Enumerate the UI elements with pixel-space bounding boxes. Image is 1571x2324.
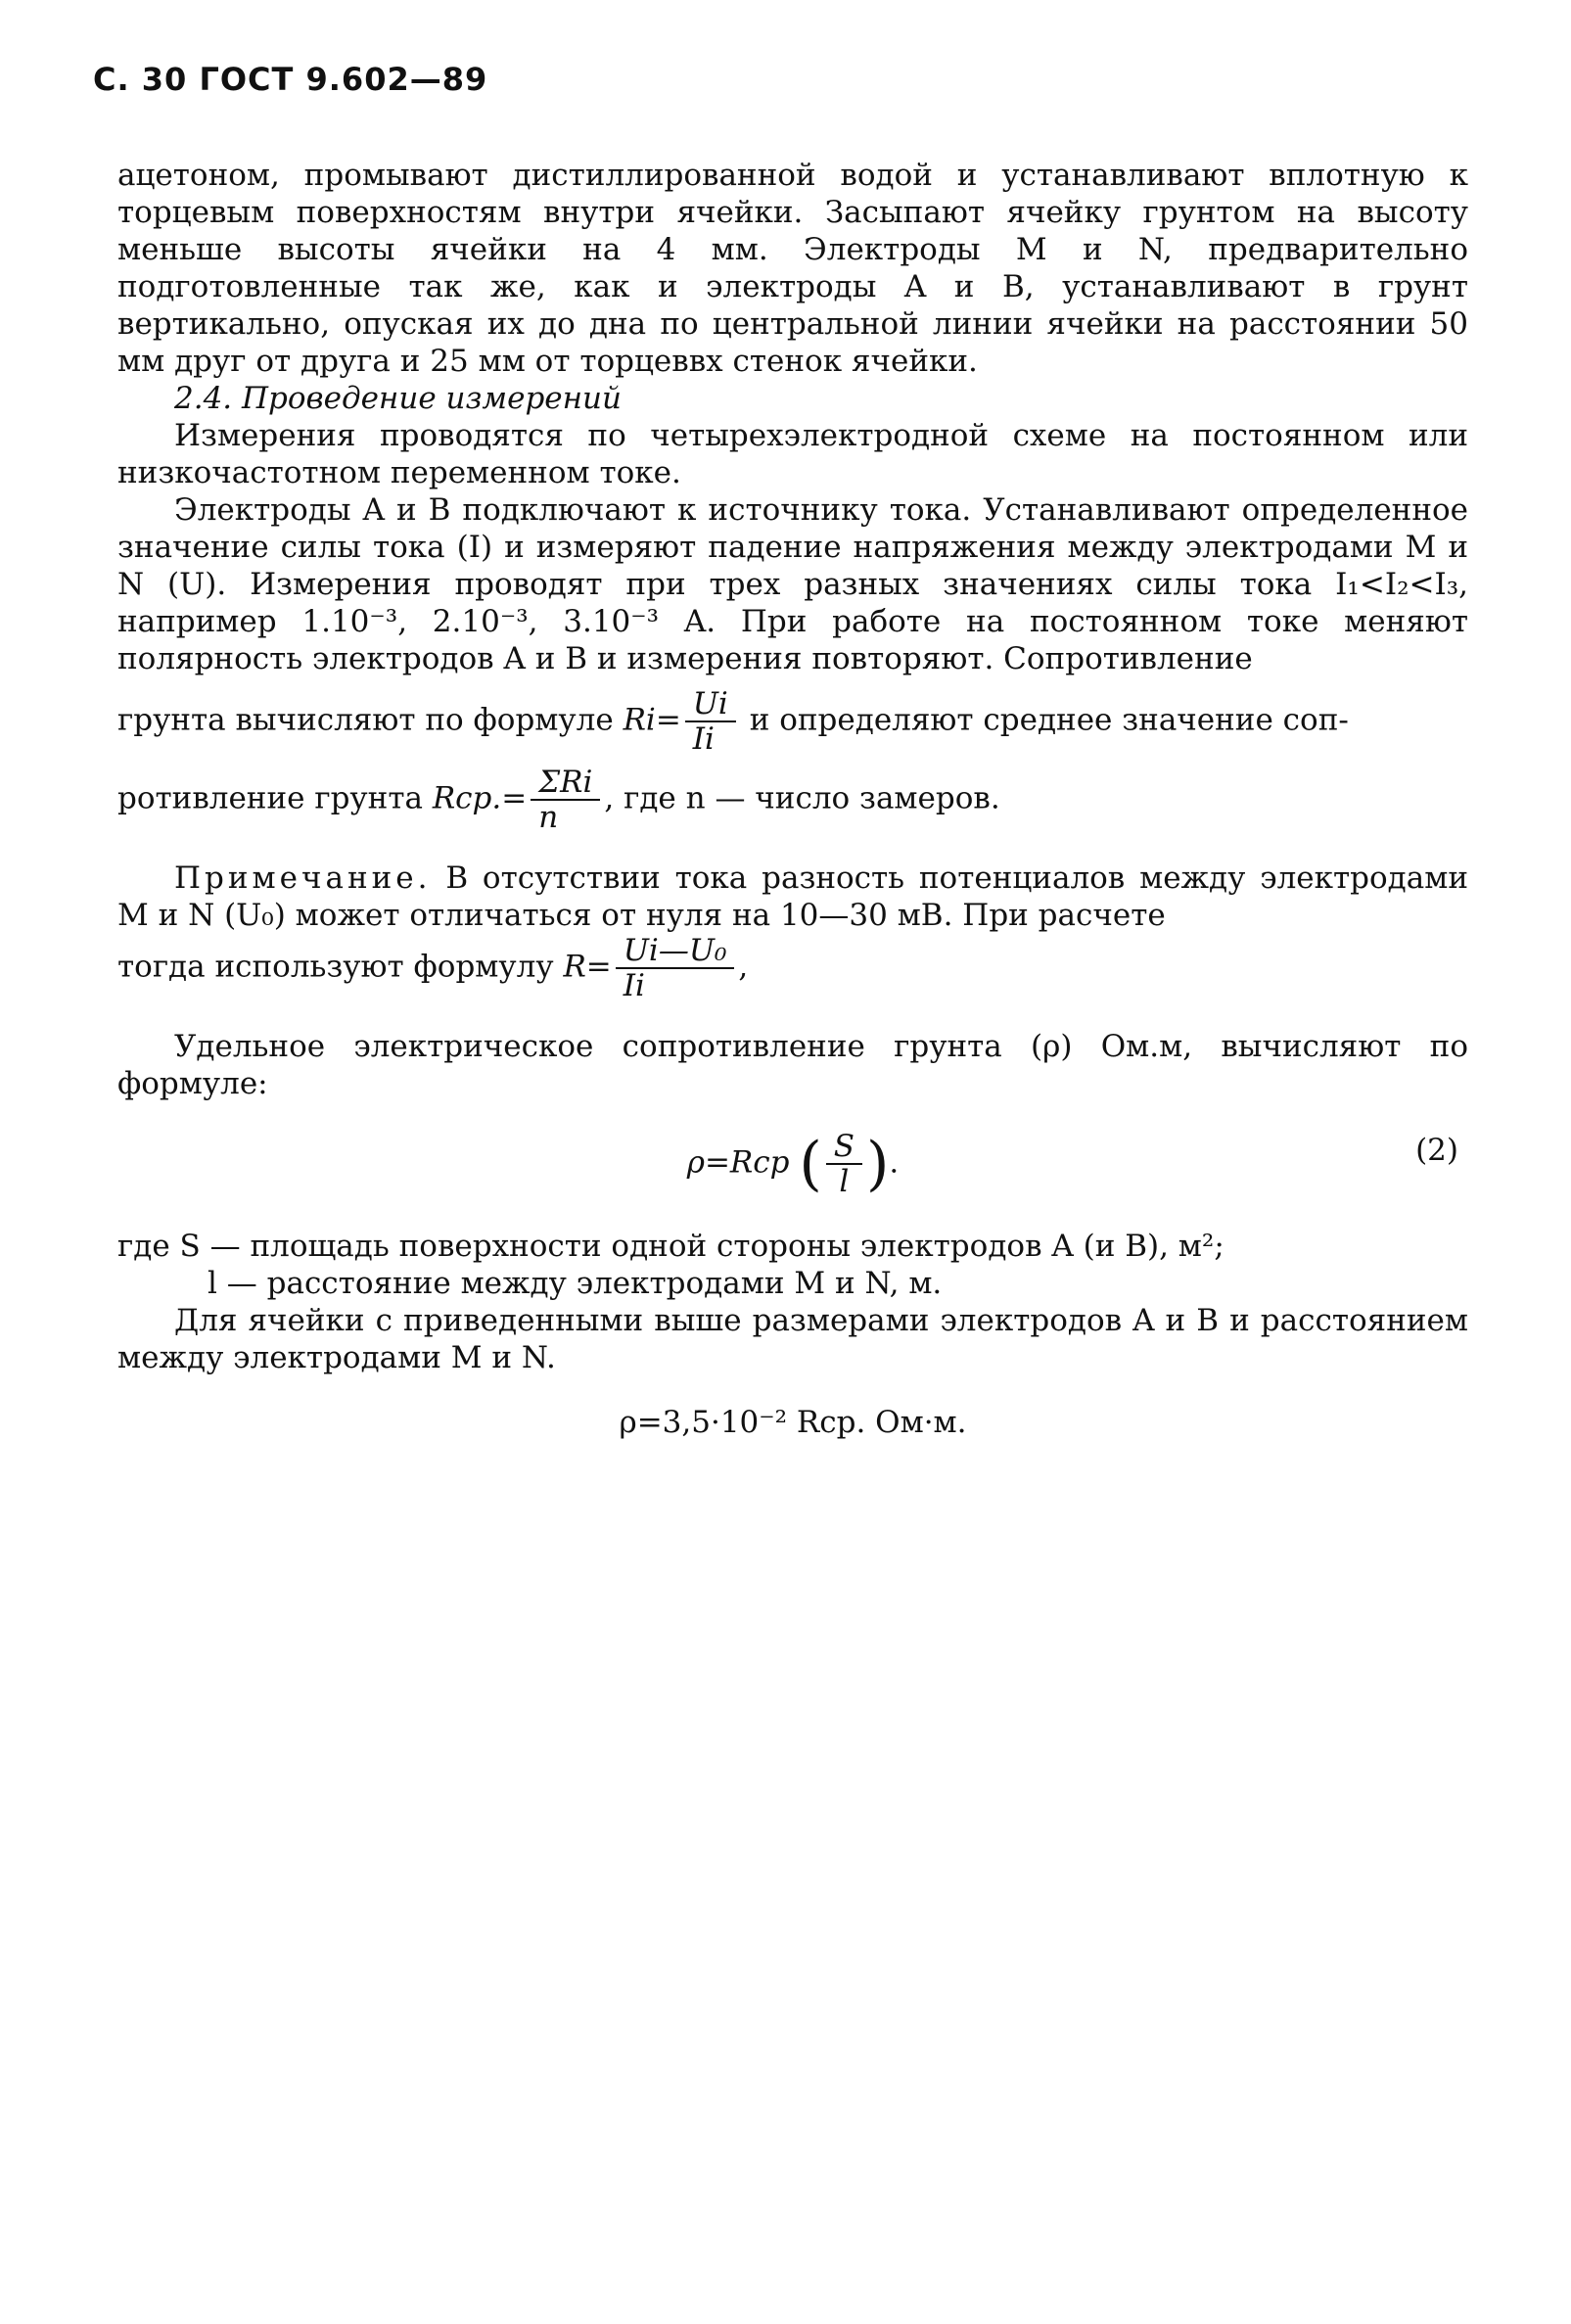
section-title: 2.4. Проведение измерений	[174, 381, 622, 416]
formula-rcp-lhs: Rср.=	[432, 780, 528, 816]
paragraph-4-text-a: грунта вычисляют по формуле	[117, 702, 614, 738]
formula-rho-denominator: l	[839, 1164, 850, 1199]
paragraph-3: Электроды A и B подключают к источнику тока. Устанавливают определенное значение силы тока (I) и измеряют падение напряжения между электродами M и N (U). Измерения проводят при трех разных значениях силы тока I₁<I₂<I₃, например 1.10⁻³, 2.10⁻³, 3.10⁻³ A. При работе на постоянном токе меняют полярность электродов A и B и измерения повторяют. Сопротивление	[117, 492, 1468, 676]
where-line-1: где S — площадь поверхности одной стороны электродов A (и B), м²;	[117, 1229, 1224, 1264]
document-body	[117, 157, 1468, 1470]
formula-ri-numerator: Ui	[685, 687, 736, 722]
formula-final-block	[117, 1404, 1468, 1441]
paragraph-2: Измерения проводятся по четырехэлектродной схеме на постоянном или низкочастотном переменном токе.	[117, 418, 1468, 490]
paragraph-4-text-b: и определяют среднее значение соп-	[749, 702, 1349, 738]
formula-r-numerator: Ui—U₀	[616, 934, 735, 969]
formula-rho-right-paren: )	[866, 1130, 890, 1198]
note-formula-line	[117, 934, 1468, 1002]
formula-rcp-denominator: n	[538, 800, 559, 835]
paragraph-6: Удельное электрическое сопротивление грунта (ρ) Ом.м, вычисляют по формуле:	[117, 1029, 1468, 1101]
paragraph-5-text-a: ротивление грунта	[117, 780, 423, 816]
formula-rcp-fraction	[531, 766, 600, 834]
formula-rho-block	[117, 1130, 1468, 1198]
paragraph-1: ацетоном, промывают дистиллированной водой и устанавливают вплотную к торцевым поверхностям внутри ячейки. Засыпают ячейку грунтом на высоту меньше высоты ячейки на 4 мм. Электроды M и N, предварительно подготовленные так же, как и электроды A и B, устанавливают в грунт вертикально, опуская их до дна по центральной линии ячейки на расстоянии 50 мм друг от друга и 25 мм от торцеввх стенок ячейки.	[117, 158, 1468, 379]
formula-r-lhs: R=	[563, 949, 612, 985]
formula-final: ρ=3,5·10⁻² Rср. Ом·м.	[619, 1405, 967, 1440]
formula-r-denominator: Ii	[623, 968, 645, 1003]
note-paragraph	[117, 860, 1468, 934]
paragraph-7: Для ячейки с приведенными выше размерами электродов A и B и расстоянием между электродами M и N.	[117, 1303, 1468, 1375]
formula-rho-numerator: S	[826, 1130, 862, 1165]
formula-r-tail: ,	[738, 949, 749, 985]
formula-ri-lhs: Ri=	[623, 702, 681, 738]
formula-rho-tail: .	[889, 1144, 900, 1181]
formula-ri-fraction	[685, 687, 736, 756]
paragraph-5	[117, 766, 1468, 834]
page-header: С. 30 ГОСТ 9.602—89	[93, 61, 488, 98]
where-line-2: l — расстояние между электродами M и N, м.	[208, 1266, 943, 1301]
paragraph-5-text-b: , где n — число замеров.	[604, 780, 1000, 816]
formula-ri-denominator: Ii	[692, 721, 715, 757]
formula-rho-left-paren: (	[799, 1130, 822, 1198]
equation-number: (2)	[1415, 1133, 1458, 1168]
note-text-2: тогда используют формулу	[117, 949, 554, 985]
note-label: Примечание.	[174, 860, 432, 896]
formula-rcp-numerator: ΣRi	[531, 766, 600, 801]
formula-rho-lhs: ρ=Rср	[686, 1144, 790, 1181]
formula-rho-fraction	[826, 1130, 862, 1198]
paragraph-4	[117, 687, 1468, 756]
note-text: В отсутствии тока разность потенциалов между электродами M и N (U₀) может отличаться от нуля на 10—30 мВ. При расчете	[117, 860, 1468, 933]
formula-r-fraction	[616, 934, 735, 1002]
